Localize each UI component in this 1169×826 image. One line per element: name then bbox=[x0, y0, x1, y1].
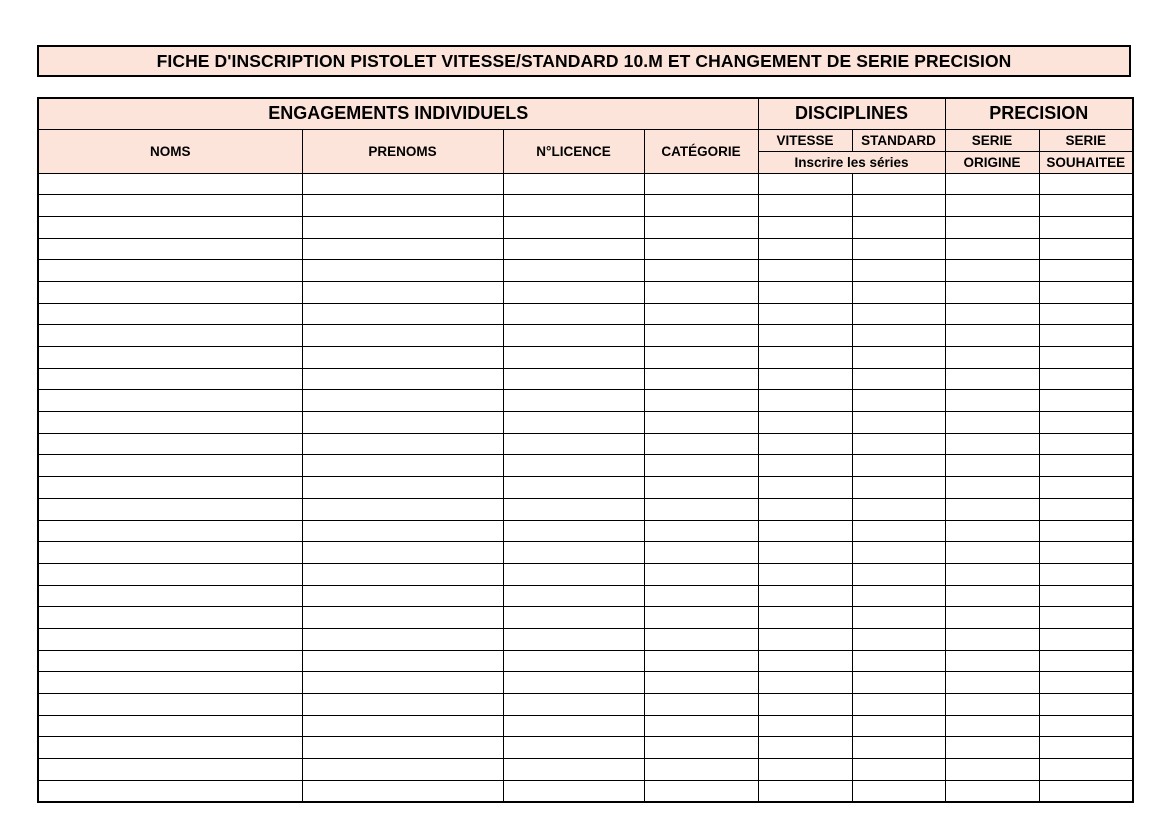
prenom-cell[interactable] bbox=[302, 303, 503, 325]
table-row bbox=[38, 780, 1133, 802]
prenom-cell[interactable] bbox=[302, 737, 503, 759]
serie-origine-cell[interactable] bbox=[945, 412, 1039, 434]
licence-cell[interactable] bbox=[503, 368, 644, 390]
prenom-cell[interactable] bbox=[302, 715, 503, 737]
licence-cell[interactable] bbox=[503, 628, 644, 650]
column-header-serie-souhaitee-top: SERIE bbox=[1039, 129, 1133, 151]
form-title bbox=[37, 45, 1131, 77]
serie-souhaitee-cell[interactable] bbox=[1039, 347, 1133, 369]
licence-cell[interactable] bbox=[503, 216, 644, 238]
serie-origine-cell[interactable] bbox=[945, 759, 1039, 781]
column-header-serie-origine-top: SERIE bbox=[945, 129, 1039, 151]
serie-souhaitee-cell[interactable] bbox=[1039, 585, 1133, 607]
categorie-cell[interactable] bbox=[644, 694, 758, 716]
table-row bbox=[38, 737, 1133, 759]
nom-cell[interactable] bbox=[38, 585, 302, 607]
vitesse-cell[interactable] bbox=[758, 607, 852, 629]
table-row bbox=[38, 238, 1133, 260]
categorie-cell[interactable] bbox=[644, 737, 758, 759]
prenom-cell[interactable] bbox=[302, 607, 503, 629]
categorie-cell[interactable] bbox=[644, 628, 758, 650]
licence-cell[interactable] bbox=[503, 498, 644, 520]
serie-souhaitee-cell[interactable] bbox=[1039, 715, 1133, 737]
licence-cell[interactable] bbox=[503, 195, 644, 217]
serie-origine-cell[interactable] bbox=[945, 216, 1039, 238]
serie-origine-cell[interactable] bbox=[945, 780, 1039, 802]
serie-origine-cell[interactable] bbox=[945, 607, 1039, 629]
categorie-cell[interactable] bbox=[644, 433, 758, 455]
standard-cell[interactable] bbox=[852, 585, 945, 607]
nom-cell[interactable] bbox=[38, 628, 302, 650]
vitesse-cell[interactable] bbox=[758, 281, 852, 303]
categorie-cell[interactable] bbox=[644, 780, 758, 802]
prenom-cell[interactable] bbox=[302, 520, 503, 542]
nom-cell[interactable] bbox=[38, 520, 302, 542]
categorie-cell[interactable] bbox=[644, 303, 758, 325]
vitesse-cell[interactable] bbox=[758, 260, 852, 282]
nom-cell[interactable] bbox=[38, 195, 302, 217]
serie-origine-cell[interactable] bbox=[945, 303, 1039, 325]
serie-souhaitee-cell[interactable] bbox=[1039, 650, 1133, 672]
serie-souhaitee-cell[interactable] bbox=[1039, 542, 1133, 564]
table-row bbox=[38, 715, 1133, 737]
serie-souhaitee-cell[interactable] bbox=[1039, 520, 1133, 542]
table-row bbox=[38, 216, 1133, 238]
prenom-cell[interactable] bbox=[302, 498, 503, 520]
serie-souhaitee-cell[interactable] bbox=[1039, 737, 1133, 759]
categorie-cell[interactable] bbox=[644, 672, 758, 694]
licence-cell[interactable] bbox=[503, 477, 644, 499]
table-row bbox=[38, 520, 1133, 542]
prenom-cell[interactable] bbox=[302, 390, 503, 412]
licence-cell[interactable] bbox=[503, 607, 644, 629]
prenom-cell[interactable] bbox=[302, 694, 503, 716]
nom-cell[interactable] bbox=[38, 303, 302, 325]
nom-cell[interactable] bbox=[38, 368, 302, 390]
serie-origine-cell[interactable] bbox=[945, 585, 1039, 607]
serie-origine-cell[interactable] bbox=[945, 281, 1039, 303]
prenom-cell[interactable] bbox=[302, 585, 503, 607]
table-row bbox=[38, 433, 1133, 455]
standard-cell[interactable] bbox=[852, 694, 945, 716]
nom-cell[interactable] bbox=[38, 563, 302, 585]
prenom-cell[interactable] bbox=[302, 563, 503, 585]
table-row bbox=[38, 585, 1133, 607]
licence-cell[interactable] bbox=[503, 715, 644, 737]
column-header-standard: STANDARD bbox=[852, 129, 945, 151]
categorie-cell[interactable] bbox=[644, 455, 758, 477]
prenom-cell[interactable] bbox=[302, 650, 503, 672]
serie-souhaitee-cell[interactable] bbox=[1039, 498, 1133, 520]
categorie-cell[interactable] bbox=[644, 368, 758, 390]
standard-cell[interactable] bbox=[852, 412, 945, 434]
serie-origine-cell[interactable] bbox=[945, 542, 1039, 564]
serie-souhaitee-cell[interactable] bbox=[1039, 607, 1133, 629]
nom-cell[interactable] bbox=[38, 390, 302, 412]
table-row bbox=[38, 390, 1133, 412]
serie-souhaitee-cell[interactable] bbox=[1039, 477, 1133, 499]
vitesse-cell[interactable] bbox=[758, 238, 852, 260]
licence-cell[interactable] bbox=[503, 238, 644, 260]
vitesse-cell[interactable] bbox=[758, 715, 852, 737]
licence-cell[interactable] bbox=[503, 694, 644, 716]
serie-origine-cell[interactable] bbox=[945, 694, 1039, 716]
nom-cell[interactable] bbox=[38, 715, 302, 737]
registration-table bbox=[37, 97, 1134, 803]
standard-cell[interactable] bbox=[852, 433, 945, 455]
prenom-cell[interactable] bbox=[302, 780, 503, 802]
standard-cell[interactable] bbox=[852, 672, 945, 694]
standard-cell[interactable] bbox=[852, 780, 945, 802]
prenom-cell[interactable] bbox=[302, 628, 503, 650]
table-row bbox=[38, 260, 1133, 282]
licence-cell[interactable] bbox=[503, 672, 644, 694]
serie-origine-cell[interactable] bbox=[945, 238, 1039, 260]
standard-cell[interactable] bbox=[852, 281, 945, 303]
nom-cell[interactable] bbox=[38, 694, 302, 716]
vitesse-cell[interactable] bbox=[758, 737, 852, 759]
vitesse-cell[interactable] bbox=[758, 303, 852, 325]
prenom-cell[interactable] bbox=[302, 412, 503, 434]
licence-cell[interactable] bbox=[503, 303, 644, 325]
table-row bbox=[38, 325, 1133, 347]
prenom-cell[interactable] bbox=[302, 347, 503, 369]
column-header-serie-origine-bottom: ORIGINE bbox=[945, 151, 1039, 173]
nom-cell[interactable] bbox=[38, 260, 302, 282]
table-row bbox=[38, 672, 1133, 694]
column-header-categorie: CATÉGORIE bbox=[644, 129, 758, 173]
prenom-cell[interactable] bbox=[302, 281, 503, 303]
prenom-cell[interactable] bbox=[302, 455, 503, 477]
column-header-inscrire-series: Inscrire les séries bbox=[758, 151, 945, 173]
serie-origine-cell[interactable] bbox=[945, 520, 1039, 542]
licence-cell[interactable] bbox=[503, 281, 644, 303]
licence-cell[interactable] bbox=[503, 542, 644, 564]
nom-cell[interactable] bbox=[38, 498, 302, 520]
serie-origine-cell[interactable] bbox=[945, 477, 1039, 499]
nom-cell[interactable] bbox=[38, 737, 302, 759]
categorie-cell[interactable] bbox=[644, 195, 758, 217]
serie-souhaitee-cell[interactable] bbox=[1039, 303, 1133, 325]
categorie-cell[interactable] bbox=[644, 477, 758, 499]
column-header-prenoms: PRENOMS bbox=[302, 129, 503, 173]
vitesse-cell[interactable] bbox=[758, 585, 852, 607]
table-row bbox=[38, 281, 1133, 303]
vitesse-cell[interactable] bbox=[758, 477, 852, 499]
categorie-cell[interactable] bbox=[644, 585, 758, 607]
vitesse-cell[interactable] bbox=[758, 216, 852, 238]
prenom-cell[interactable] bbox=[302, 238, 503, 260]
vitesse-cell[interactable] bbox=[758, 498, 852, 520]
table-row bbox=[38, 498, 1133, 520]
serie-souhaitee-cell[interactable] bbox=[1039, 195, 1133, 217]
categorie-cell[interactable] bbox=[644, 238, 758, 260]
licence-cell[interactable] bbox=[503, 433, 644, 455]
vitesse-cell[interactable] bbox=[758, 390, 852, 412]
nom-cell[interactable] bbox=[38, 281, 302, 303]
licence-cell[interactable] bbox=[503, 260, 644, 282]
licence-cell[interactable] bbox=[503, 759, 644, 781]
table-row bbox=[38, 650, 1133, 672]
serie-souhaitee-cell[interactable] bbox=[1039, 412, 1133, 434]
prenom-cell[interactable] bbox=[302, 216, 503, 238]
nom-cell[interactable] bbox=[38, 759, 302, 781]
licence-cell[interactable] bbox=[503, 325, 644, 347]
table-row bbox=[38, 173, 1133, 195]
serie-origine-cell[interactable] bbox=[945, 628, 1039, 650]
standard-cell[interactable] bbox=[852, 715, 945, 737]
vitesse-cell[interactable] bbox=[758, 542, 852, 564]
prenom-cell[interactable] bbox=[302, 368, 503, 390]
standard-cell[interactable] bbox=[852, 260, 945, 282]
table-row bbox=[38, 628, 1133, 650]
standard-cell[interactable] bbox=[852, 607, 945, 629]
standard-cell[interactable] bbox=[852, 498, 945, 520]
standard-cell[interactable] bbox=[852, 238, 945, 260]
serie-origine-cell[interactable] bbox=[945, 563, 1039, 585]
table-row bbox=[38, 195, 1133, 217]
nom-cell[interactable] bbox=[38, 238, 302, 260]
serie-origine-cell[interactable] bbox=[945, 672, 1039, 694]
categorie-cell[interactable] bbox=[644, 542, 758, 564]
serie-souhaitee-cell[interactable] bbox=[1039, 433, 1133, 455]
licence-cell[interactable] bbox=[503, 455, 644, 477]
categorie-cell[interactable] bbox=[644, 498, 758, 520]
group-header-engagements: ENGAGEMENTS INDIVIDUELS bbox=[38, 98, 758, 129]
vitesse-cell[interactable] bbox=[758, 455, 852, 477]
prenom-cell[interactable] bbox=[302, 195, 503, 217]
serie-origine-cell[interactable] bbox=[945, 325, 1039, 347]
table-header bbox=[38, 98, 1133, 173]
serie-souhaitee-cell[interactable] bbox=[1039, 455, 1133, 477]
serie-souhaitee-cell[interactable] bbox=[1039, 260, 1133, 282]
serie-souhaitee-cell[interactable] bbox=[1039, 238, 1133, 260]
standard-cell[interactable] bbox=[852, 520, 945, 542]
table-body bbox=[38, 173, 1133, 802]
table-row bbox=[38, 607, 1133, 629]
table-row bbox=[38, 347, 1133, 369]
standard-cell[interactable] bbox=[852, 650, 945, 672]
vitesse-cell[interactable] bbox=[758, 520, 852, 542]
form-title-text: FICHE D'INSCRIPTION PISTOLET VITESSE/STANDARD 10.M ET CHANGEMENT DE SERIE PRECISION bbox=[156, 50, 1012, 71]
serie-souhaitee-cell[interactable] bbox=[1039, 173, 1133, 195]
column-header-noms: NOMS bbox=[38, 129, 302, 173]
standard-cell[interactable] bbox=[852, 216, 945, 238]
vitesse-cell[interactable] bbox=[758, 433, 852, 455]
categorie-cell[interactable] bbox=[644, 173, 758, 195]
vitesse-cell[interactable] bbox=[758, 780, 852, 802]
prenom-cell[interactable] bbox=[302, 260, 503, 282]
licence-cell[interactable] bbox=[503, 585, 644, 607]
table-row bbox=[38, 412, 1133, 434]
serie-origine-cell[interactable] bbox=[945, 715, 1039, 737]
prenom-cell[interactable] bbox=[302, 433, 503, 455]
categorie-cell[interactable] bbox=[644, 260, 758, 282]
categorie-cell[interactable] bbox=[644, 759, 758, 781]
standard-cell[interactable] bbox=[852, 737, 945, 759]
standard-cell[interactable] bbox=[852, 347, 945, 369]
prenom-cell[interactable] bbox=[302, 542, 503, 564]
vitesse-cell[interactable] bbox=[758, 195, 852, 217]
serie-souhaitee-cell[interactable] bbox=[1039, 563, 1133, 585]
table-row bbox=[38, 694, 1133, 716]
vitesse-cell[interactable] bbox=[758, 173, 852, 195]
table-row bbox=[38, 563, 1133, 585]
serie-origine-cell[interactable] bbox=[945, 455, 1039, 477]
serie-souhaitee-cell[interactable] bbox=[1039, 672, 1133, 694]
standard-cell[interactable] bbox=[852, 628, 945, 650]
categorie-cell[interactable] bbox=[644, 563, 758, 585]
prenom-cell[interactable] bbox=[302, 759, 503, 781]
prenom-cell[interactable] bbox=[302, 477, 503, 499]
licence-cell[interactable] bbox=[503, 412, 644, 434]
categorie-cell[interactable] bbox=[644, 347, 758, 369]
table-row bbox=[38, 368, 1133, 390]
licence-cell[interactable] bbox=[503, 737, 644, 759]
table-row bbox=[38, 303, 1133, 325]
vitesse-cell[interactable] bbox=[758, 368, 852, 390]
serie-origine-cell[interactable] bbox=[945, 347, 1039, 369]
serie-souhaitee-cell[interactable] bbox=[1039, 325, 1133, 347]
serie-souhaitee-cell[interactable] bbox=[1039, 281, 1133, 303]
standard-cell[interactable] bbox=[852, 390, 945, 412]
standard-cell[interactable] bbox=[852, 477, 945, 499]
vitesse-cell[interactable] bbox=[758, 412, 852, 434]
serie-souhaitee-cell[interactable] bbox=[1039, 390, 1133, 412]
vitesse-cell[interactable] bbox=[758, 694, 852, 716]
standard-cell[interactable] bbox=[852, 759, 945, 781]
vitesse-cell[interactable] bbox=[758, 672, 852, 694]
serie-origine-cell[interactable] bbox=[945, 498, 1039, 520]
standard-cell[interactable] bbox=[852, 563, 945, 585]
nom-cell[interactable] bbox=[38, 216, 302, 238]
column-header-vitesse: VITESSE bbox=[758, 129, 852, 151]
categorie-cell[interactable] bbox=[644, 650, 758, 672]
column-header-licence: N°LICENCE bbox=[503, 129, 644, 173]
standard-cell[interactable] bbox=[852, 195, 945, 217]
prenom-cell[interactable] bbox=[302, 325, 503, 347]
standard-cell[interactable] bbox=[852, 325, 945, 347]
serie-origine-cell[interactable] bbox=[945, 737, 1039, 759]
table-row bbox=[38, 477, 1133, 499]
licence-cell[interactable] bbox=[503, 650, 644, 672]
licence-cell[interactable] bbox=[503, 780, 644, 802]
table-row bbox=[38, 455, 1133, 477]
categorie-cell[interactable] bbox=[644, 390, 758, 412]
nom-cell[interactable] bbox=[38, 477, 302, 499]
serie-origine-cell[interactable] bbox=[945, 368, 1039, 390]
nom-cell[interactable] bbox=[38, 672, 302, 694]
serie-souhaitee-cell[interactable] bbox=[1039, 216, 1133, 238]
group-header-disciplines: DISCIPLINES bbox=[758, 98, 945, 129]
prenom-cell[interactable] bbox=[302, 672, 503, 694]
vitesse-cell[interactable] bbox=[758, 650, 852, 672]
nom-cell[interactable] bbox=[38, 607, 302, 629]
serie-origine-cell[interactable] bbox=[945, 173, 1039, 195]
categorie-cell[interactable] bbox=[644, 715, 758, 737]
nom-cell[interactable] bbox=[38, 650, 302, 672]
categorie-cell[interactable] bbox=[644, 325, 758, 347]
nom-cell[interactable] bbox=[38, 433, 302, 455]
vitesse-cell[interactable] bbox=[758, 325, 852, 347]
prenom-cell[interactable] bbox=[302, 173, 503, 195]
serie-origine-cell[interactable] bbox=[945, 260, 1039, 282]
serie-souhaitee-cell[interactable] bbox=[1039, 759, 1133, 781]
group-header-precision: PRECISION bbox=[945, 98, 1133, 129]
nom-cell[interactable] bbox=[38, 780, 302, 802]
licence-cell[interactable] bbox=[503, 173, 644, 195]
nom-cell[interactable] bbox=[38, 173, 302, 195]
serie-origine-cell[interactable] bbox=[945, 195, 1039, 217]
standard-cell[interactable] bbox=[852, 173, 945, 195]
serie-souhaitee-cell[interactable] bbox=[1039, 368, 1133, 390]
table-row bbox=[38, 542, 1133, 564]
standard-cell[interactable] bbox=[852, 368, 945, 390]
standard-cell[interactable] bbox=[852, 303, 945, 325]
vitesse-cell[interactable] bbox=[758, 347, 852, 369]
licence-cell[interactable] bbox=[503, 390, 644, 412]
standard-cell[interactable] bbox=[852, 455, 945, 477]
serie-souhaitee-cell[interactable] bbox=[1039, 694, 1133, 716]
categorie-cell[interactable] bbox=[644, 520, 758, 542]
licence-cell[interactable] bbox=[503, 563, 644, 585]
serie-origine-cell[interactable] bbox=[945, 650, 1039, 672]
nom-cell[interactable] bbox=[38, 542, 302, 564]
vitesse-cell[interactable] bbox=[758, 563, 852, 585]
table-row bbox=[38, 759, 1133, 781]
nom-cell[interactable] bbox=[38, 325, 302, 347]
serie-origine-cell[interactable] bbox=[945, 390, 1039, 412]
column-header-serie-souhaitee-bottom: SOUHAITEE bbox=[1039, 151, 1133, 173]
serie-souhaitee-cell[interactable] bbox=[1039, 628, 1133, 650]
licence-cell[interactable] bbox=[503, 520, 644, 542]
nom-cell[interactable] bbox=[38, 347, 302, 369]
serie-origine-cell[interactable] bbox=[945, 433, 1039, 455]
serie-souhaitee-cell[interactable] bbox=[1039, 780, 1133, 802]
categorie-cell[interactable] bbox=[644, 607, 758, 629]
vitesse-cell[interactable] bbox=[758, 759, 852, 781]
nom-cell[interactable] bbox=[38, 412, 302, 434]
nom-cell[interactable] bbox=[38, 455, 302, 477]
categorie-cell[interactable] bbox=[644, 216, 758, 238]
vitesse-cell[interactable] bbox=[758, 628, 852, 650]
licence-cell[interactable] bbox=[503, 347, 644, 369]
categorie-cell[interactable] bbox=[644, 412, 758, 434]
categorie-cell[interactable] bbox=[644, 281, 758, 303]
standard-cell[interactable] bbox=[852, 542, 945, 564]
